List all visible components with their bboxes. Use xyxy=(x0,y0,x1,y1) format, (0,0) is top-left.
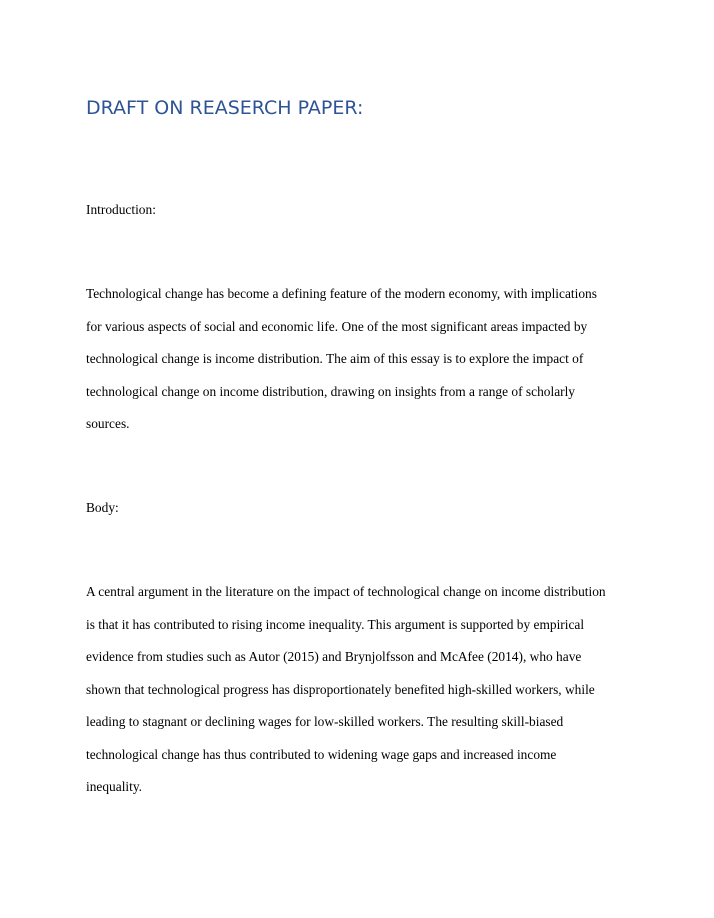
section-heading-introduction: Introduction: xyxy=(86,202,156,217)
paragraph-line: leading to stagnant or declining wages for low-skilled workers. The resulting skill-biased xyxy=(86,714,564,729)
paragraph-line: evidence from studies such as Autor (2015) and Brynjolfsson and McAfee (2014), who have xyxy=(86,649,582,664)
paragraph-line: sources. xyxy=(86,416,130,431)
paragraph-line: shown that technological progress has disproportionately benefited high-skilled workers, while xyxy=(86,681,595,697)
paragraph-line: for various aspects of social and economic life. One of the most significant areas impacted by xyxy=(86,318,588,334)
paragraph-line: is that it has contributed to rising income inequality. This argument is supported by empirical xyxy=(86,616,585,632)
paragraph-line: technological change on income distribution, drawing on insights from a range of scholarly xyxy=(86,383,576,399)
paragraph-line: Technological change has become a defining feature of the modern economy, with implications xyxy=(86,286,597,301)
paragraph-line: A central argument in the literature on the impact of technological change on income distribution xyxy=(86,584,606,599)
section-heading-body: Body: xyxy=(86,500,119,515)
document-title: DRAFT ON REASERCH PAPER: xyxy=(86,97,364,119)
paragraph-line: technological change has thus contributed to widening wage gaps and increased income xyxy=(86,746,557,762)
paragraph-line: inequality. xyxy=(86,779,143,794)
paragraph-line: technological change is income distribution. The aim of this essay is to explore the impact of xyxy=(86,351,584,366)
